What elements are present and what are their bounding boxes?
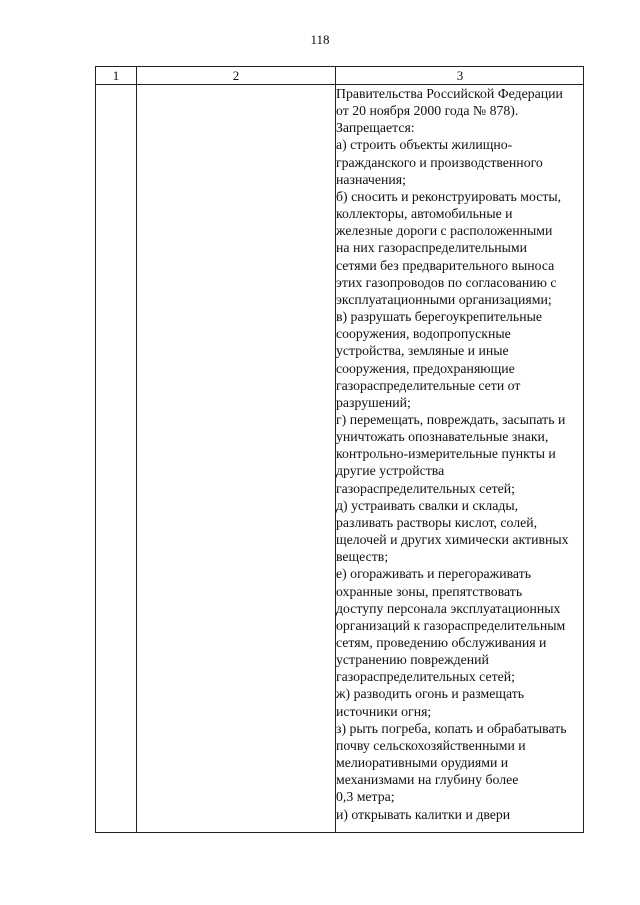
column-header-1: 1 — [112, 68, 120, 83]
document-table — [95, 66, 584, 833]
text-line: охранные зоны, препятствовать — [336, 583, 523, 599]
text-line: ж) разводить огонь и размещать — [336, 686, 525, 702]
column-header-2: 2 — [232, 68, 240, 83]
column-divider-1 — [136, 67, 137, 832]
text-line: почву сельскохозяйственными и — [336, 737, 526, 753]
text-line: мелиоративными орудиями и — [336, 755, 509, 771]
text-line: б) сносить и реконструировать мосты, — [336, 188, 562, 204]
text-line: газораспределительные сети от — [336, 377, 521, 393]
text-line: контрольно-измерительные пункты и — [336, 446, 556, 462]
table-header-row — [96, 67, 583, 85]
text-line: доступу персонала эксплуатационных — [336, 600, 561, 616]
text-line: коллекторы, автомобильные и — [336, 206, 513, 222]
text-line: устройства, земляные и иные — [336, 343, 509, 359]
text-line: от 20 ноября 2000 года № 878). — [336, 103, 519, 119]
text-line: и) открывать калитки и двери — [336, 806, 511, 822]
text-line: в) разрушать берегоукрепительные — [336, 309, 542, 325]
text-line: эксплуатационными организациями; — [336, 291, 552, 307]
text-line: а) строить объекты жилищно- — [336, 137, 513, 153]
text-line: железные дороги с расположенными — [336, 223, 553, 239]
text-line: уничтожать опознавательные знаки, — [336, 429, 549, 445]
text-line: е) огораживать и перегораживать — [336, 566, 532, 582]
text-line: организаций к газораспределительным — [336, 617, 566, 633]
text-line: этих газопроводов по согласованию с — [336, 274, 557, 290]
text-line: источники огня; — [336, 703, 432, 719]
text-line: г) перемещать, повреждать, засыпать и — [336, 411, 566, 427]
text-line: Правительства Российской Федерации — [336, 86, 563, 101]
text-line: сооружения, предохраняющие — [336, 360, 515, 376]
text-line: сетям, проведению обслуживания и — [336, 635, 547, 650]
text-line: на них газораспределительными — [336, 240, 528, 256]
column-header-3: 3 — [456, 68, 464, 83]
text-line: Запрещается: — [336, 120, 415, 136]
text-line: 0,3 метра; — [336, 789, 395, 805]
text-line: щелочей и других химически активных — [336, 532, 569, 548]
text-line: з) рыть погреба, копать и обрабатывать — [336, 720, 567, 736]
page-number: 118 — [310, 32, 330, 47]
text-line: другие устройства — [336, 463, 445, 479]
text-line: сооружения, водопропускные — [336, 326, 511, 342]
text-line: газораспределительных сетей; — [336, 480, 515, 496]
text-line: веществ; — [336, 549, 389, 565]
text-line: газораспределительных сетей; — [336, 669, 515, 685]
text-line: назначения; — [336, 171, 406, 187]
column-3-text — [336, 85, 584, 823]
text-line: механизмами на глубину более — [336, 772, 519, 788]
text-line: устранению повреждений — [336, 652, 489, 668]
text-line: гражданского и производственного — [336, 154, 543, 170]
text-line: разрушений; — [336, 394, 411, 410]
text-line: разливать растворы кислот, солей, — [336, 514, 538, 530]
text-line: сетями без предварительного выноса — [336, 257, 555, 273]
text-line: д) устраивать свалки и склады, — [336, 497, 519, 513]
